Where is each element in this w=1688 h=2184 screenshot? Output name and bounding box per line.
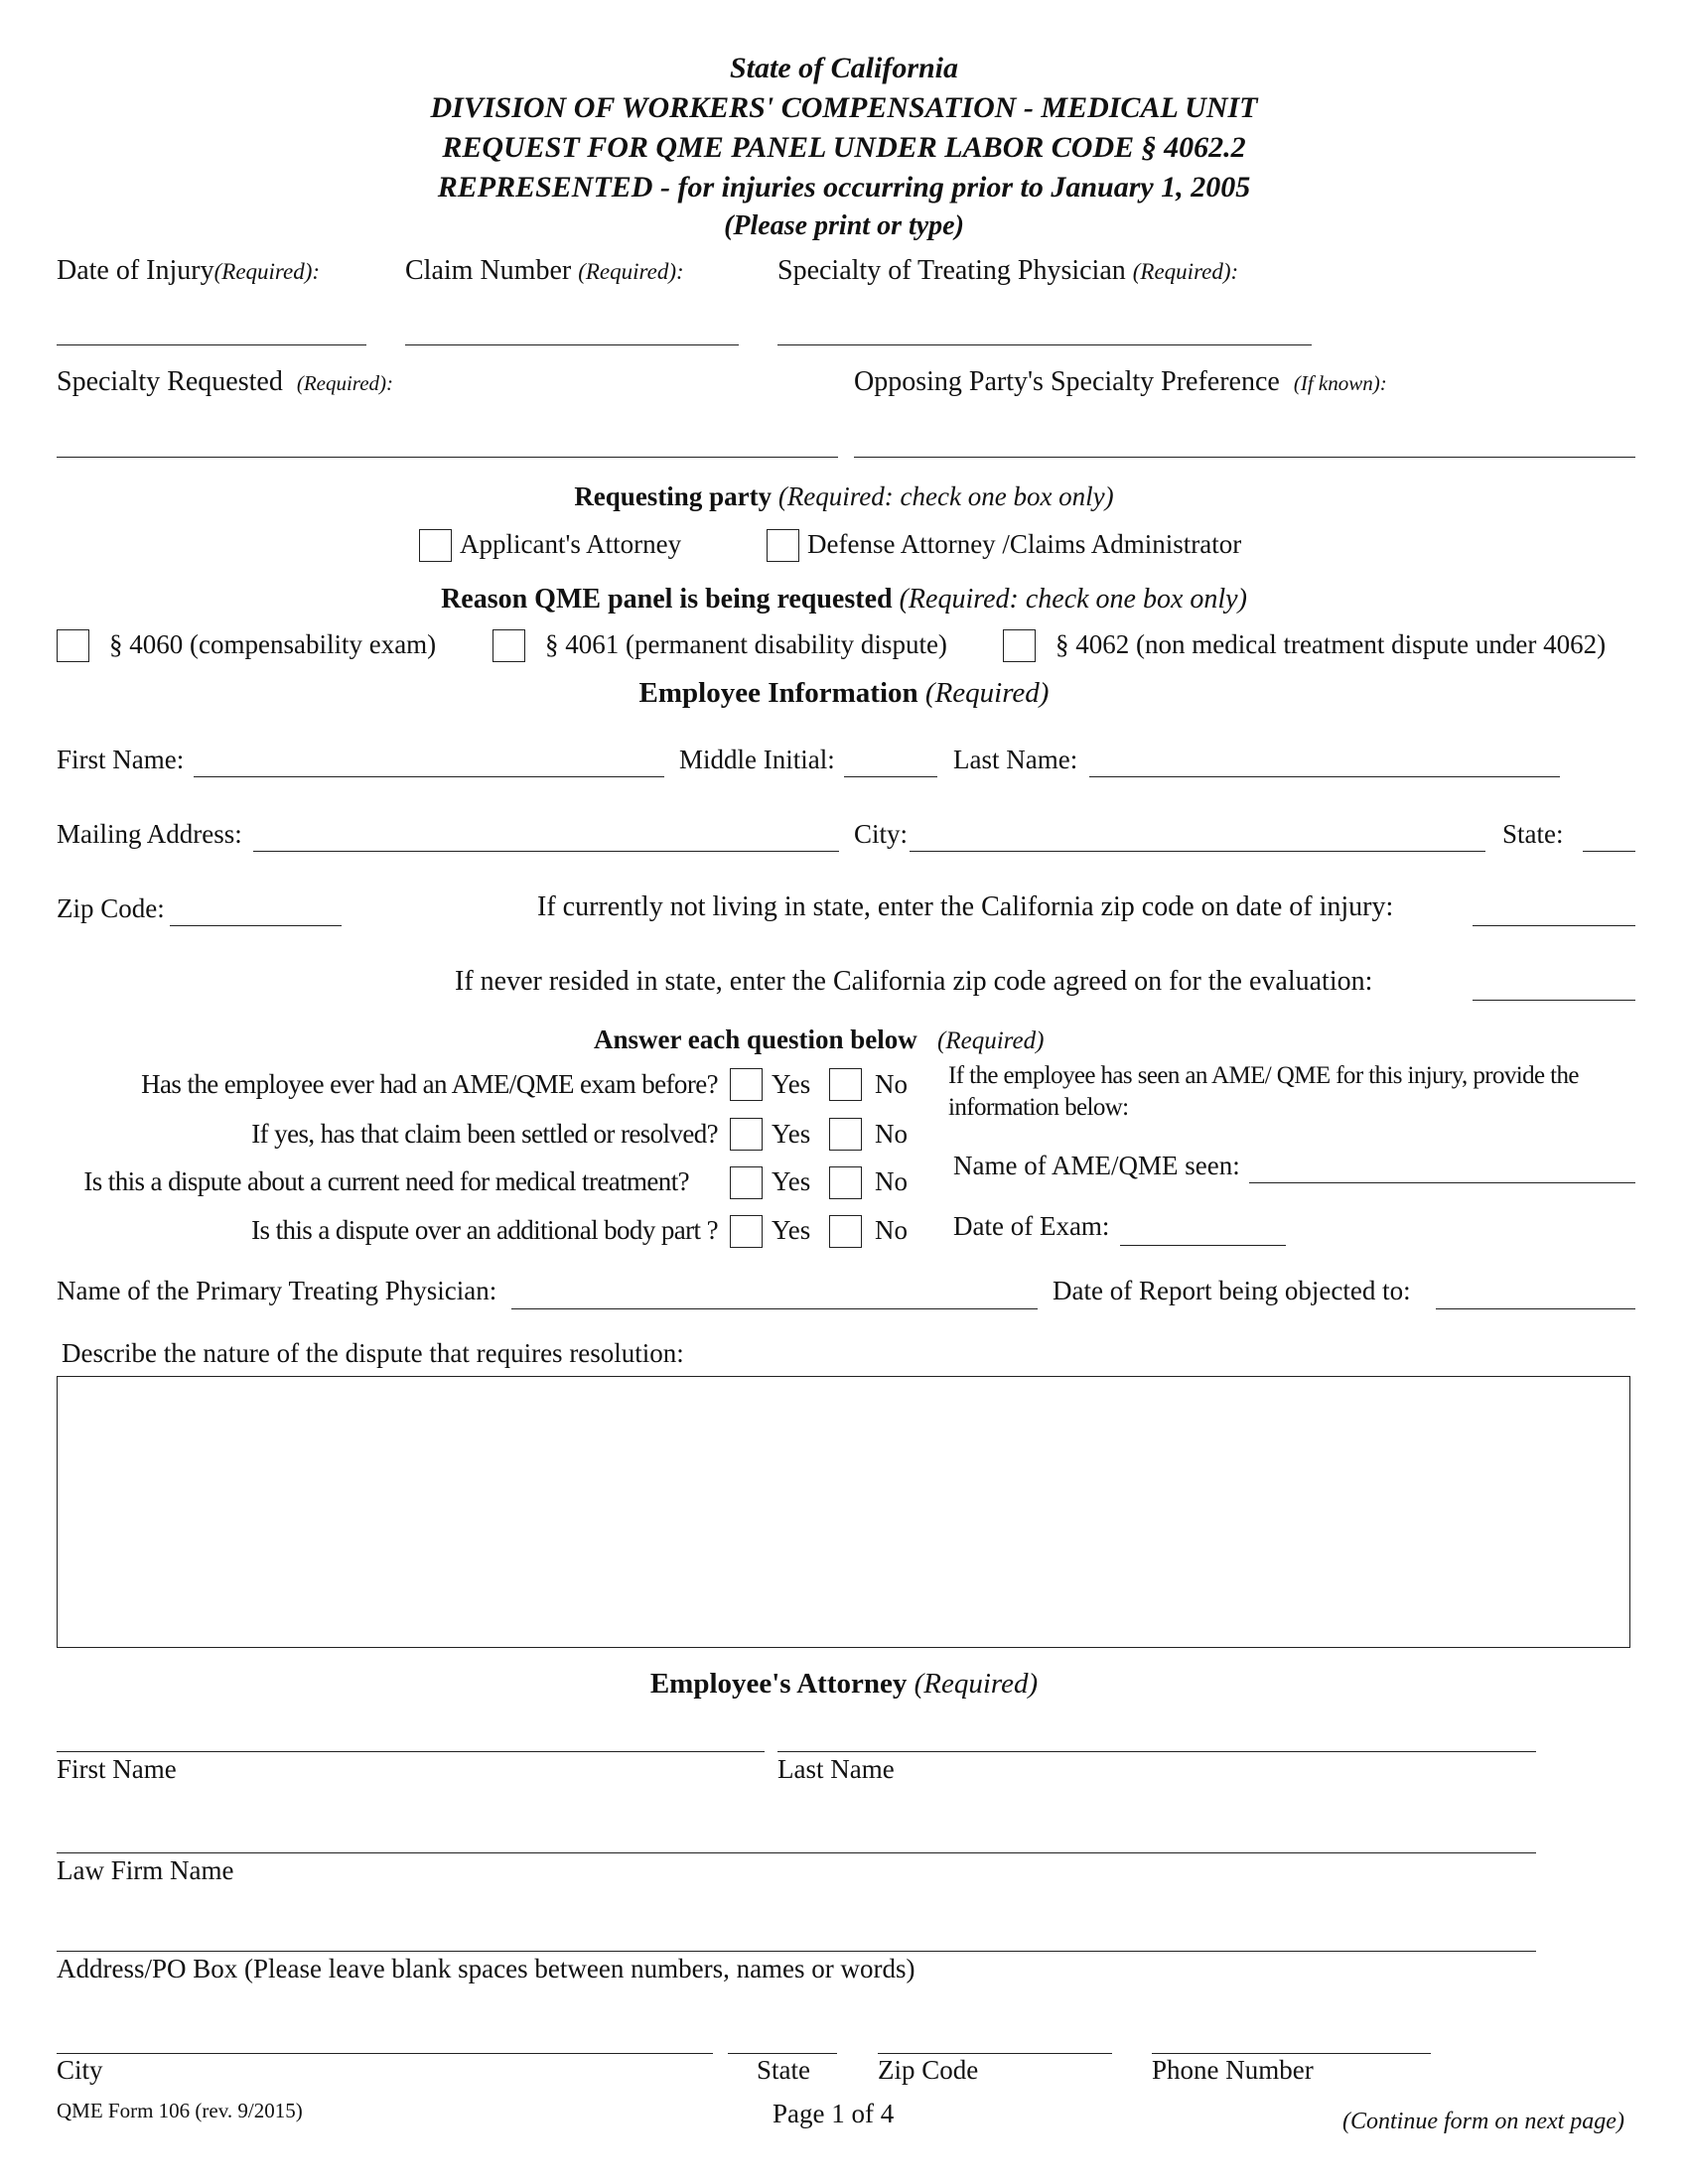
law-firm-label: Law Firm Name bbox=[57, 1855, 234, 1885]
never-resided-zip-field[interactable] bbox=[1473, 1000, 1635, 1001]
header-request: REQUEST FOR QME PANEL UNDER LABOR CODE § 4062.2 bbox=[442, 131, 1246, 164]
question-2-yes-checkbox[interactable] bbox=[730, 1118, 763, 1151]
attorney-zip-field[interactable] bbox=[878, 2053, 1112, 2054]
header-represented: REPRESENTED - for injuries occurring prior to January 1, 2005 bbox=[437, 171, 1251, 204]
question-4-yes-checkbox[interactable] bbox=[730, 1215, 763, 1248]
opposing-preference-label: Opposing Party's Specialty Preference (If known): bbox=[854, 366, 1387, 397]
mailing-address-label: Mailing Address: bbox=[57, 819, 242, 849]
city-label: City: bbox=[854, 819, 909, 849]
first-name-field[interactable] bbox=[194, 776, 664, 777]
question-4-label: Is this a dispute over an additional body part ? bbox=[251, 1215, 718, 1245]
attorney-address-field[interactable] bbox=[57, 1951, 1536, 1952]
mailing-address-field[interactable] bbox=[253, 851, 839, 852]
state-label: State: bbox=[1502, 819, 1564, 849]
exam-date-field[interactable] bbox=[1120, 1245, 1286, 1246]
reason-4061-label: § 4061 (permanent disability dispute) bbox=[545, 629, 947, 659]
question-1-yes-label: Yes bbox=[772, 1069, 811, 1099]
employee-info-heading: Employee Information (Required) bbox=[638, 677, 1050, 709]
date-of-injury-field[interactable] bbox=[57, 344, 366, 345]
attorney-last-name-label: Last Name bbox=[777, 1754, 895, 1784]
applicant-attorney-checkbox[interactable] bbox=[419, 529, 452, 562]
attorney-heading: Employee's Attorney (Required) bbox=[649, 1668, 1039, 1700]
defense-attorney-label: Defense Attorney /Claims Administrator bbox=[807, 529, 1242, 559]
attorney-city-field[interactable] bbox=[57, 2053, 713, 2054]
question-4-no-label: No bbox=[875, 1215, 908, 1245]
attorney-phone-field[interactable] bbox=[1152, 2053, 1431, 2054]
question-3-label: Is this a dispute about a current need for medical treatment? bbox=[83, 1166, 689, 1196]
primary-physician-label: Name of the Primary Treating Physician: bbox=[57, 1276, 497, 1305]
city-field[interactable] bbox=[910, 851, 1485, 852]
dispute-textarea[interactable] bbox=[57, 1376, 1630, 1648]
attorney-phone-label: Phone Number bbox=[1152, 2055, 1314, 2085]
date-of-injury-label: Date of Injury(Required): bbox=[57, 255, 321, 286]
attorney-last-name-field[interactable] bbox=[777, 1751, 1536, 1752]
attorney-state-field[interactable] bbox=[728, 2053, 837, 2054]
reason-4062-checkbox[interactable] bbox=[1003, 629, 1036, 662]
question-3-no-label: No bbox=[875, 1166, 908, 1196]
middle-initial-label: Middle Initial: bbox=[679, 745, 835, 774]
question-2-no-checkbox[interactable] bbox=[829, 1118, 862, 1151]
requesting-party-heading: Requesting party (Required: check one box only) bbox=[574, 481, 1114, 511]
ame-qme-name-field[interactable] bbox=[1249, 1182, 1635, 1183]
last-name-label: Last Name: bbox=[953, 745, 1078, 774]
report-date-field[interactable] bbox=[1436, 1308, 1635, 1309]
attorney-first-name-field[interactable] bbox=[57, 1751, 765, 1752]
zip-code-field[interactable] bbox=[170, 925, 342, 926]
reason-4060-checkbox[interactable] bbox=[57, 629, 89, 662]
zip-code-label: Zip Code: bbox=[57, 893, 165, 923]
attorney-first-name-label: First Name bbox=[57, 1754, 177, 1784]
question-3-no-checkbox[interactable] bbox=[829, 1166, 862, 1199]
header-division: DIVISION OF WORKERS' COMPENSATION - MEDICAL UNIT bbox=[430, 91, 1258, 124]
attorney-city-label: City bbox=[57, 2055, 103, 2085]
form-id: QME Form 106 (rev. 9/2015) bbox=[57, 2099, 303, 2122]
law-firm-field[interactable] bbox=[57, 1852, 1536, 1853]
report-date-label: Date of Report being objected to: bbox=[1053, 1276, 1411, 1305]
question-1-label: Has the employee ever had an AME/QME exam before? bbox=[141, 1069, 718, 1099]
claim-number-label: Claim Number (Required): bbox=[405, 255, 684, 286]
last-name-field[interactable] bbox=[1089, 776, 1560, 777]
questions-heading: Answer each question below (Required) bbox=[594, 1024, 1045, 1054]
not-living-label: If currently not living in state, enter the California zip code on date of injury: bbox=[537, 891, 1394, 922]
question-3-yes-checkbox[interactable] bbox=[730, 1166, 763, 1199]
treating-specialty-label: Specialty of Treating Physician (Required): bbox=[777, 255, 1239, 286]
attorney-zip-label: Zip Code bbox=[878, 2055, 979, 2085]
question-1-no-checkbox[interactable] bbox=[829, 1068, 862, 1101]
reason-4061-checkbox[interactable] bbox=[492, 629, 525, 662]
reason-4062-label: § 4062 (non medical treatment dispute under 4062) bbox=[1055, 629, 1607, 659]
dispute-label: Describe the nature of the dispute that requires resolution: bbox=[62, 1338, 684, 1368]
attorney-address-label: Address/PO Box (Please leave blank spaces between numbers, names or words) bbox=[57, 1954, 915, 1983]
applicant-attorney-label: Applicant's Attorney bbox=[460, 529, 682, 559]
ame-qme-note: If the employee has seen an AME/ QME for this injury, provide the information below: bbox=[948, 1062, 1579, 1121]
question-1-no-label: No bbox=[875, 1069, 908, 1099]
reason-4060-label: § 4060 (compensability exam) bbox=[109, 629, 437, 659]
specialty-requested-field[interactable] bbox=[57, 457, 838, 458]
question-2-label: If yes, has that claim been settled or resolved? bbox=[251, 1119, 718, 1149]
header-state: State of California bbox=[729, 52, 959, 84]
primary-physician-field[interactable] bbox=[511, 1308, 1038, 1309]
question-3-yes-label: Yes bbox=[772, 1166, 811, 1196]
never-resided-label: If never resided in state, enter the California zip code agreed on for the evaluation: bbox=[455, 966, 1373, 997]
claim-number-field[interactable] bbox=[405, 344, 739, 345]
defense-attorney-checkbox[interactable] bbox=[767, 529, 799, 562]
specialty-requested-label: Specialty Requested (Required): bbox=[57, 366, 394, 397]
first-name-label: First Name: bbox=[57, 745, 185, 774]
question-1-yes-checkbox[interactable] bbox=[730, 1068, 763, 1101]
question-4-yes-label: Yes bbox=[772, 1215, 811, 1245]
treating-specialty-field[interactable] bbox=[777, 344, 1312, 345]
reason-heading: Reason QME panel is being requested (Required: check one box only) bbox=[441, 584, 1247, 614]
attorney-state-label: State bbox=[757, 2055, 810, 2085]
continue-note: (Continue form on next page) bbox=[1342, 2109, 1624, 2134]
question-2-no-label: No bbox=[875, 1119, 908, 1149]
question-2-yes-label: Yes bbox=[772, 1119, 811, 1149]
exam-date-label: Date of Exam: bbox=[953, 1211, 1110, 1241]
state-field[interactable] bbox=[1583, 851, 1635, 852]
page-number: Page 1 of 4 bbox=[773, 2099, 895, 2128]
not-living-zip-field[interactable] bbox=[1473, 925, 1635, 926]
header-print-note: (Please print or type) bbox=[724, 210, 964, 241]
question-4-no-checkbox[interactable] bbox=[829, 1215, 862, 1248]
ame-qme-name-label: Name of AME/QME seen: bbox=[953, 1151, 1240, 1180]
opposing-preference-field[interactable] bbox=[854, 457, 1635, 458]
middle-initial-field[interactable] bbox=[844, 776, 937, 777]
